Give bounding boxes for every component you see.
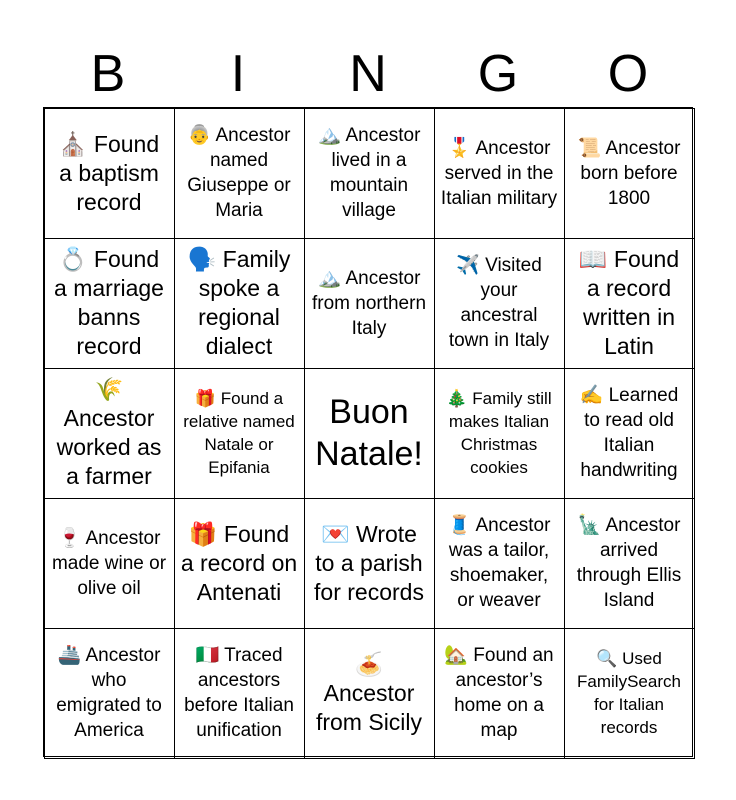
bingo-cell[interactable] — [304, 238, 435, 369]
bingo-cell[interactable] — [304, 628, 435, 759]
free-space-text: Buon Natale! — [315, 393, 423, 473]
bingo-cell[interactable] — [44, 368, 175, 499]
bingo-cell[interactable] — [174, 108, 305, 239]
bingo-cell[interactable] — [44, 238, 175, 369]
cell-text: 🏔️ Ancestor from northern Italy — [311, 267, 427, 339]
cell-text: 🍷 Ancestor made wine or olive oil — [51, 527, 167, 599]
bingo-cell[interactable] — [304, 498, 435, 629]
cell-text: 🔍 Used FamilySearch for Italian records — [577, 649, 681, 737]
bingo-cell[interactable] — [434, 108, 565, 239]
bingo-cell[interactable] — [44, 108, 175, 239]
bingo-cell[interactable] — [564, 628, 695, 759]
bingo-cell[interactable] — [434, 238, 565, 369]
bingo-cell[interactable] — [44, 628, 175, 759]
cell-text: ✍️ Learned to read old Italian handwriting — [579, 385, 679, 481]
cell-text: 💌 Wrote to a parish for records — [314, 520, 424, 605]
cell-text: 🌾 Ancestor worked as a farmer — [56, 376, 162, 489]
header-letter-n: N — [349, 45, 387, 103]
header-letter-o: O — [607, 45, 649, 103]
header-letter-g: G — [477, 45, 519, 103]
cell-text: 👵 Ancestor named Giuseppe or Maria — [187, 125, 291, 221]
cell-text: 🏔️ Ancestor lived in a mountain village — [317, 125, 421, 221]
cell-text: 🎖️ Ancestor served in the Italian military — [440, 137, 558, 209]
cell-text: 🎁 Found a record on Antenati — [180, 520, 298, 605]
cell-text: 📜 Ancestor born before 1800 — [577, 137, 681, 209]
cell-text: 🏡 Found an ancestor’s home on a map — [444, 645, 554, 741]
bingo-cell[interactable] — [434, 498, 565, 629]
cell-text: 🗣️ Family spoke a regional dialect — [187, 246, 291, 359]
cell-text: 🇮🇹 Traced ancestors before Italian unification — [184, 645, 294, 741]
bingo-cell[interactable] — [174, 498, 305, 629]
bingo-cell[interactable] — [304, 108, 435, 239]
free-space-cell[interactable] — [304, 368, 435, 499]
cell-text: 🍝 Ancestor from Sicily — [315, 650, 423, 735]
cell-text: 🧵 Ancestor was a tailor, shoemaker, or weaver — [447, 515, 551, 611]
bingo-cell[interactable] — [434, 628, 565, 759]
bingo-cell[interactable] — [44, 498, 175, 629]
header-letter-i: I — [230, 45, 246, 103]
cell-text: 🎁 Found a relative named Natale or Epifania — [183, 389, 295, 477]
cell-text: ✈️ Visited your ancestral town in Italy — [448, 255, 550, 351]
header-letter-b: B — [90, 45, 126, 103]
cell-text: 🚢 Ancestor who emigrated to America — [56, 645, 162, 741]
cell-text: 🎄 Family still makes Italian Christmas cookies — [446, 389, 552, 477]
bingo-cell[interactable] — [434, 368, 565, 499]
bingo-cell[interactable] — [174, 368, 305, 499]
bingo-cell[interactable] — [174, 238, 305, 369]
bingo-cell[interactable] — [564, 498, 695, 629]
bingo-cell[interactable] — [174, 628, 305, 759]
cell-text: 📖 Found a record written in Latin — [578, 246, 680, 359]
cell-text: 💍 Found a marriage banns record — [54, 246, 164, 359]
cell-text: 🗽 Ancestor arrived through Ellis Island — [576, 515, 682, 611]
cell-text: ⛪ Found a baptism record — [58, 130, 160, 215]
bingo-header — [43, 40, 693, 108]
bingo-board — [43, 107, 693, 757]
bingo-cell[interactable] — [564, 108, 695, 239]
bingo-cell[interactable] — [564, 238, 695, 369]
bingo-cell[interactable] — [564, 368, 695, 499]
